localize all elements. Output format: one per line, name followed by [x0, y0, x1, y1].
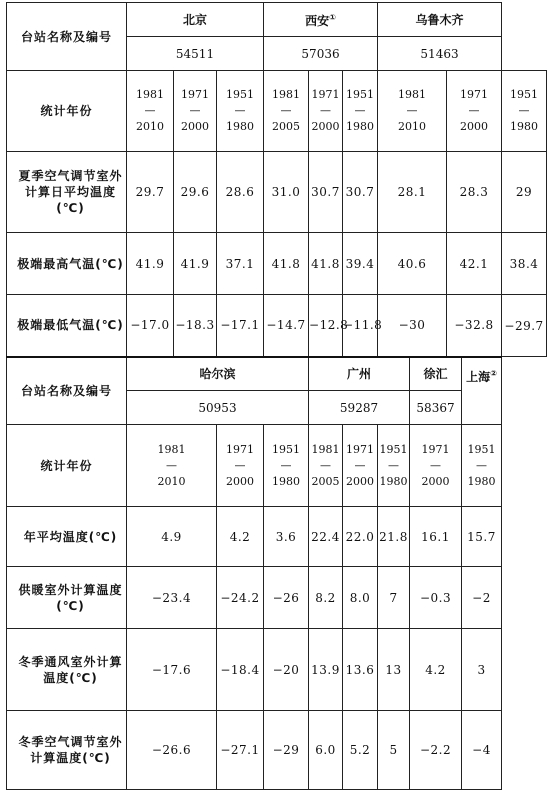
period-end: 2005 — [311, 474, 340, 488]
footnote-marker-xian: ① — [329, 13, 336, 22]
data-cell: 41.8 — [264, 233, 309, 295]
data-cell: −17.0 — [127, 295, 174, 357]
data-cell: 41.9 — [174, 233, 217, 295]
station-name-shanghai-text: 上海 — [466, 369, 491, 384]
data-cell: −14.7 — [264, 295, 309, 357]
data-cell: 41.8 — [309, 233, 343, 295]
period-end: 2000 — [226, 474, 254, 488]
data-cell: −26 — [264, 567, 309, 629]
period-end: 2010 — [136, 120, 164, 133]
data-cell: 39.4 — [343, 233, 378, 295]
data-cell: 6.0 — [309, 711, 343, 790]
station-name-urumqi: 乌鲁木齐 — [378, 3, 502, 37]
period-dash: — — [388, 458, 400, 472]
station-name-guangzhou: 广州 — [309, 357, 410, 391]
period-end: 1980 — [346, 120, 375, 133]
data-cell: 42.1 — [447, 233, 502, 295]
station-name-shanghai — [462, 357, 502, 425]
station-code-harbin: 50953 — [127, 391, 309, 425]
period-urumqi-1 — [378, 71, 447, 152]
period-urumqi-3 — [502, 71, 547, 152]
climate-data-table — [6, 2, 547, 790]
data-cell: 37.1 — [217, 233, 264, 295]
period-harbin-1 — [127, 425, 217, 507]
extreme-min-temp-label: 极端最低气温(℃) — [7, 295, 127, 357]
station-header-label-2: 台站名称及编号 — [7, 357, 127, 425]
heating-outdoor-temp-label: 供暖室外计算温度(℃) — [7, 567, 127, 629]
period-guangzhou-1 — [309, 425, 343, 507]
period-guangzhou-2 — [343, 425, 378, 507]
period-start: 1981 — [157, 442, 186, 456]
data-cell: −2 — [462, 567, 502, 629]
winter-ac-outdoor-temp-label: 冬季空气调节室外计算温度(℃) — [7, 711, 127, 790]
period-dash: — — [354, 104, 366, 117]
period-start: 1981 — [311, 442, 340, 456]
data-cell: 13 — [378, 629, 410, 711]
data-cell: 22.4 — [309, 507, 343, 567]
period-xuhui — [410, 425, 462, 507]
period-dash: — — [354, 458, 366, 472]
data-cell: −12.8 — [309, 295, 343, 357]
data-cell: −0.3 — [410, 567, 462, 629]
data-cell: −29.7 — [502, 295, 547, 357]
period-beijing-1 — [127, 71, 174, 152]
data-cell: −24.2 — [217, 567, 264, 629]
station-code-urumqi: 51463 — [378, 37, 502, 71]
period-end: 2000 — [421, 474, 450, 488]
data-cell: 4.9 — [127, 507, 217, 567]
data-cell: −20 — [264, 629, 309, 711]
station-code-xian: 57036 — [264, 37, 378, 71]
data-cell: −4 — [462, 711, 502, 790]
winter-ventilation-temp-label: 冬季通风室外计算温度(℃) — [7, 629, 127, 711]
station-code-guangzhou: 59287 — [309, 391, 410, 425]
data-cell: −17.1 — [217, 295, 264, 357]
period-end: 2000 — [311, 120, 340, 133]
period-dash: — — [166, 458, 177, 472]
period-beijing-3 — [217, 71, 264, 152]
summer-ac-daily-mean-label: 夏季空气调节室外计算日平均温度(℃) — [7, 152, 127, 233]
period-dash: — — [518, 104, 530, 117]
data-cell: 8.2 — [309, 567, 343, 629]
period-dash: — — [320, 104, 332, 117]
data-cell: −18.4 — [217, 629, 264, 711]
data-cell: 28.3 — [447, 152, 502, 233]
data-cell: −23.4 — [127, 567, 217, 629]
period-start: 1951 — [346, 88, 375, 101]
data-cell: 29 — [502, 152, 547, 233]
data-cell: 29.7 — [127, 152, 174, 233]
data-cell: 5 — [378, 711, 410, 790]
period-end: 2000 — [460, 120, 489, 133]
period-dash: — — [189, 104, 201, 117]
data-cell: 38.4 — [502, 233, 547, 295]
data-cell: −30 — [378, 295, 447, 357]
period-start: 1951 — [510, 88, 539, 101]
period-end: 2000 — [346, 474, 375, 488]
data-cell: −11.8 — [343, 295, 378, 357]
period-start: 1971 — [346, 442, 375, 456]
period-dash: — — [144, 104, 156, 117]
data-cell: 30.7 — [309, 152, 343, 233]
period-dash: — — [280, 458, 292, 472]
period-start: 1971 — [311, 88, 340, 101]
period-start: 1951 — [226, 88, 254, 101]
period-end: 2010 — [157, 474, 186, 488]
period-start: 1971 — [421, 442, 450, 456]
period-start: 1981 — [136, 88, 164, 101]
period-dash: — — [234, 104, 246, 117]
data-cell: 13.9 — [309, 629, 343, 711]
period-shanghai — [462, 425, 502, 507]
period-dash: — — [406, 104, 418, 117]
data-cell: 31.0 — [264, 152, 309, 233]
data-cell: −17.6 — [127, 629, 217, 711]
data-cell: −18.3 — [174, 295, 217, 357]
station-name-xuhui: 徐汇 — [410, 357, 462, 391]
period-xian-3 — [343, 71, 378, 152]
data-cell: 28.1 — [378, 152, 447, 233]
period-end: 2000 — [181, 120, 209, 133]
data-cell: −2.2 — [410, 711, 462, 790]
extreme-max-temp-label: 极端最高气温(℃) — [7, 233, 127, 295]
period-start: 1951 — [467, 442, 496, 456]
period-dash: — — [234, 458, 246, 472]
annual-mean-temp-label: 年平均温度(℃) — [7, 507, 127, 567]
station-code-beijing: 54511 — [127, 37, 264, 71]
data-cell: 41.9 — [127, 233, 174, 295]
data-cell: 30.7 — [343, 152, 378, 233]
station-name-beijing: 北京 — [127, 3, 264, 37]
data-cell: 28.6 — [217, 152, 264, 233]
period-harbin-3 — [264, 425, 309, 507]
data-cell: −32.8 — [447, 295, 502, 357]
data-cell: 15.7 — [462, 507, 502, 567]
period-end: 1980 — [226, 120, 254, 133]
data-cell: −26.6 — [127, 711, 217, 790]
years-label: 统计年份 — [7, 71, 127, 152]
period-end: 1980 — [379, 474, 408, 488]
period-end: 1980 — [510, 120, 539, 133]
period-start: 1951 — [379, 442, 408, 456]
period-urumqi-2 — [447, 71, 502, 152]
data-cell: −29 — [264, 711, 309, 790]
period-dash: — — [476, 458, 488, 472]
data-cell: 3.6 — [264, 507, 309, 567]
data-cell: 8.0 — [343, 567, 378, 629]
data-cell: 16.1 — [410, 507, 462, 567]
data-cell: 22.0 — [343, 507, 378, 567]
period-guangzhou-3 — [378, 425, 410, 507]
data-cell: 4.2 — [410, 629, 462, 711]
years-label-2: 统计年份 — [7, 425, 127, 507]
station-name-xian-text: 西安 — [305, 14, 330, 28]
period-dash: — — [320, 458, 332, 472]
data-cell: 7 — [378, 567, 410, 629]
period-start: 1971 — [181, 88, 209, 101]
period-end: 2010 — [398, 120, 427, 133]
data-cell: −27.1 — [217, 711, 264, 790]
data-cell: 3 — [462, 629, 502, 711]
period-start: 1981 — [398, 88, 427, 101]
period-end: 2005 — [272, 120, 301, 133]
period-beijing-2 — [174, 71, 217, 152]
period-xian-1 — [264, 71, 309, 152]
data-cell: 21.8 — [378, 507, 410, 567]
data-cell: 4.2 — [217, 507, 264, 567]
station-code-xuhui: 58367 — [410, 391, 462, 425]
period-end: 1980 — [272, 474, 301, 488]
period-xian-2 — [309, 71, 343, 152]
data-cell: 13.6 — [343, 629, 378, 711]
period-harbin-2 — [217, 425, 264, 507]
period-end: 1980 — [467, 474, 496, 488]
data-cell: 29.6 — [174, 152, 217, 233]
data-cell: 40.6 — [378, 233, 447, 295]
climate-data-page — [6, 2, 546, 800]
period-start: 1951 — [272, 442, 301, 456]
station-name-harbin: 哈尔滨 — [127, 357, 309, 391]
station-name-xian — [264, 3, 378, 37]
period-start: 1971 — [226, 442, 254, 456]
period-dash: — — [468, 104, 480, 117]
period-dash: — — [430, 458, 442, 472]
period-start: 1971 — [460, 88, 489, 101]
footnote-marker-shanghai: ② — [490, 368, 497, 378]
station-header-label: 台站名称及编号 — [7, 3, 127, 71]
data-cell: 5.2 — [343, 711, 378, 790]
period-dash: — — [280, 104, 292, 117]
period-start: 1981 — [272, 88, 301, 101]
